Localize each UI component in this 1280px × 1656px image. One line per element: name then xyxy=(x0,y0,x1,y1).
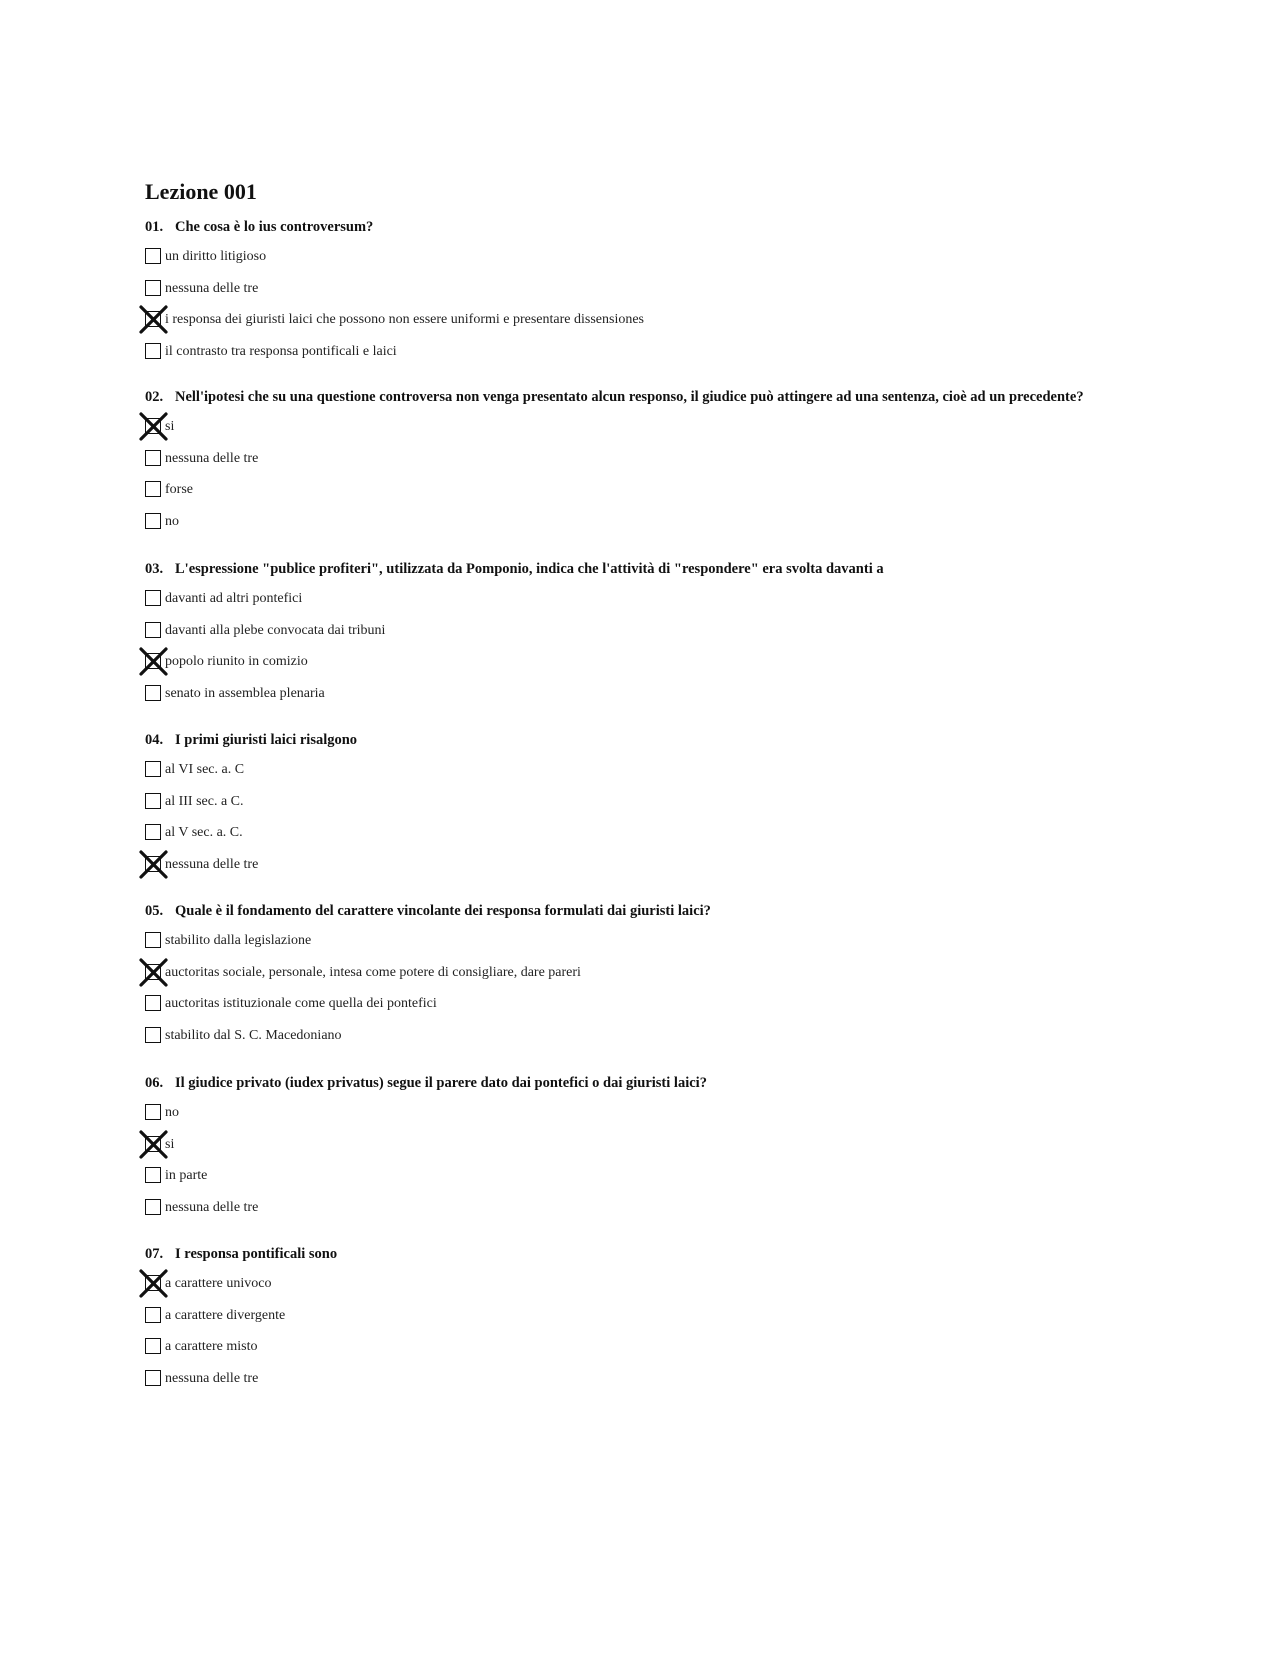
question-number: 04. xyxy=(145,732,164,748)
question-block xyxy=(145,901,1245,1057)
answer-option[interactable] xyxy=(145,1166,1245,1198)
answer-option-label: si xyxy=(165,419,175,434)
question-text: I responsa pontificali sono xyxy=(175,1246,338,1262)
answer-option-label: nessuna delle tre xyxy=(165,280,259,296)
checkbox-icon[interactable] xyxy=(145,793,161,809)
checkbox-icon[interactable] xyxy=(145,343,161,359)
question-block xyxy=(145,559,1245,715)
cross-mark-icon xyxy=(139,1269,168,1298)
answer-option-selected[interactable] xyxy=(145,652,1245,684)
question-heading xyxy=(145,901,1245,921)
answer-options xyxy=(145,1103,1245,1229)
answer-option[interactable] xyxy=(145,994,1245,1026)
checkbox-checked-icon[interactable] xyxy=(145,1275,161,1291)
answer-option[interactable] xyxy=(145,589,1245,621)
checkbox-checked-icon[interactable] xyxy=(145,653,161,669)
checkbox-icon[interactable] xyxy=(145,1027,161,1043)
checkbox-icon[interactable] xyxy=(145,248,161,264)
answer-option-label: stabilito dal S. C. Macedoniano xyxy=(165,1027,342,1043)
checkbox-icon[interactable] xyxy=(145,1307,161,1323)
answer-option[interactable] xyxy=(145,342,1245,374)
question-block xyxy=(145,1073,1245,1229)
question-text: Quale è il fondamento del carattere vincolante dei responsa formulati dai giuristi laici? xyxy=(175,903,711,919)
answer-option-selected[interactable] xyxy=(145,417,1245,449)
answer-option-selected[interactable] xyxy=(145,1274,1245,1306)
answer-option[interactable] xyxy=(145,1337,1245,1369)
answer-option[interactable] xyxy=(145,760,1245,792)
answer-option-label: no xyxy=(165,1105,179,1120)
checkbox-icon[interactable] xyxy=(145,513,161,529)
answer-option-label: nessuna delle tre xyxy=(165,1199,259,1215)
answer-option-label: no xyxy=(165,513,179,529)
question-text: Nell'ipotesi che su una questione controversa non venga presentato alcun responso, il giudice può attingere ad una sentenza, cioè ad un precedente? xyxy=(175,389,1084,405)
question-heading xyxy=(145,730,1245,750)
checkbox-icon[interactable] xyxy=(145,932,161,948)
answer-option[interactable] xyxy=(145,512,1245,544)
checkbox-checked-icon[interactable] xyxy=(145,418,161,434)
answer-option-label: i responsa dei giuristi laici che possono non essere uniformi e presentare dissensiones xyxy=(165,312,644,327)
question-block xyxy=(145,730,1245,886)
answer-option[interactable] xyxy=(145,279,1245,311)
question-block xyxy=(145,1244,1245,1400)
checkbox-checked-icon[interactable] xyxy=(145,964,161,980)
answer-option-label: nessuna delle tre xyxy=(165,1370,259,1386)
question-number: 03. xyxy=(145,561,164,577)
answer-option-label: il contrasto tra responsa pontificali e laici xyxy=(165,343,397,359)
answer-options xyxy=(145,589,1245,715)
cross-mark-icon xyxy=(139,305,168,334)
question-number: 02. xyxy=(145,389,164,405)
answer-option[interactable] xyxy=(145,449,1245,481)
question-heading xyxy=(145,387,1245,407)
answer-option-label: nessuna delle tre xyxy=(165,856,259,872)
checkbox-checked-icon[interactable] xyxy=(145,856,161,872)
answer-option-label: a carattere misto xyxy=(165,1339,258,1354)
cross-mark-icon xyxy=(139,958,168,987)
answer-option[interactable] xyxy=(145,1306,1245,1338)
question-heading xyxy=(145,559,1245,579)
answer-option-label: nessuna delle tre xyxy=(165,450,259,466)
answer-option[interactable] xyxy=(145,792,1245,824)
answer-options xyxy=(145,760,1245,886)
question-heading xyxy=(145,1244,1245,1264)
checkbox-icon[interactable] xyxy=(145,1167,161,1183)
answer-option-label: forse xyxy=(165,482,193,497)
question-text: Il giudice privato (iudex privatus) segue il parere dato dai pontefici o dai giuristi laici? xyxy=(175,1075,707,1091)
answer-option[interactable] xyxy=(145,480,1245,512)
checkbox-checked-icon[interactable] xyxy=(145,311,161,327)
answer-option[interactable] xyxy=(145,1103,1245,1135)
question-heading xyxy=(145,217,1245,237)
answer-option-label: a carattere univoco xyxy=(165,1276,272,1291)
checkbox-checked-icon[interactable] xyxy=(145,1136,161,1152)
question-heading xyxy=(145,1073,1245,1093)
question-number: 07. xyxy=(145,1246,164,1262)
cross-mark-icon xyxy=(139,647,168,676)
checkbox-icon[interactable] xyxy=(145,481,161,497)
answer-option[interactable] xyxy=(145,1369,1245,1401)
answer-option[interactable] xyxy=(145,1198,1245,1230)
answer-option-label: auctoritas sociale, personale, intesa come potere di consigliare, dare pareri xyxy=(165,964,581,980)
answer-option-selected[interactable] xyxy=(145,1135,1245,1167)
answer-option-selected[interactable] xyxy=(145,963,1245,995)
answer-option-label: al III sec. a C. xyxy=(165,793,244,809)
checkbox-icon[interactable] xyxy=(145,761,161,777)
question-block xyxy=(145,387,1245,543)
answer-option-label: al VI sec. a. C xyxy=(165,762,245,777)
answer-options xyxy=(145,1274,1245,1400)
question-number: 05. xyxy=(145,903,164,919)
answer-option[interactable] xyxy=(145,931,1245,963)
question-text: Che cosa è lo ius controversum? xyxy=(175,219,374,235)
question-number: 01. xyxy=(145,219,164,235)
answer-option[interactable] xyxy=(145,1026,1245,1058)
checkbox-icon[interactable] xyxy=(145,1199,161,1215)
checkbox-icon[interactable] xyxy=(145,1338,161,1354)
checkbox-icon[interactable] xyxy=(145,995,161,1011)
lesson-title: Lezione 001 xyxy=(145,179,257,204)
answer-option[interactable] xyxy=(145,247,1245,279)
question-text: I primi giuristi laici risalgono xyxy=(175,732,358,748)
answer-option[interactable] xyxy=(145,621,1245,653)
answer-option[interactable] xyxy=(145,823,1245,855)
answer-option-label: a carattere divergente xyxy=(165,1307,286,1323)
answer-option[interactable] xyxy=(145,684,1245,716)
question-block xyxy=(145,217,1245,373)
checkbox-icon[interactable] xyxy=(145,450,161,466)
checkbox-icon[interactable] xyxy=(145,685,161,701)
answer-option-label: si xyxy=(165,1136,175,1152)
answer-options xyxy=(145,417,1245,543)
question-number: 06. xyxy=(145,1075,164,1091)
cross-mark-icon xyxy=(139,412,168,441)
checkbox-icon[interactable] xyxy=(145,1370,161,1386)
answer-option-selected[interactable] xyxy=(145,855,1245,887)
answer-option-label: davanti ad altri pontefici xyxy=(165,591,303,606)
checkbox-icon[interactable] xyxy=(145,280,161,296)
cross-mark-icon xyxy=(139,1130,168,1159)
answer-options xyxy=(145,247,1245,373)
answer-option-label: popolo riunito in comizio xyxy=(165,654,308,669)
answer-option-label: stabilito dalla legislazione xyxy=(165,933,312,948)
answer-option-label: davanti alla plebe convocata dai tribuni xyxy=(165,622,386,638)
answer-options xyxy=(145,931,1245,1057)
checkbox-icon[interactable] xyxy=(145,590,161,606)
answer-option-selected[interactable] xyxy=(145,310,1245,342)
answer-option-label: in parte xyxy=(165,1168,208,1183)
answer-option-label: un diritto litigioso xyxy=(165,249,267,264)
answer-option-label: auctoritas istituzionale come quella dei pontefici xyxy=(165,996,437,1011)
checkbox-icon[interactable] xyxy=(145,1104,161,1120)
answer-option-label: al V sec. a. C. xyxy=(165,825,243,840)
checkbox-icon[interactable] xyxy=(145,824,161,840)
question-text: L'espressione "publice profiteri", utilizzata da Pomponio, indica che l'attività di "respondere" era svolta davanti a xyxy=(175,561,884,577)
answer-option-label: senato in assemblea plenaria xyxy=(165,685,325,701)
cross-mark-icon xyxy=(139,850,168,879)
checkbox-icon[interactable] xyxy=(145,622,161,638)
